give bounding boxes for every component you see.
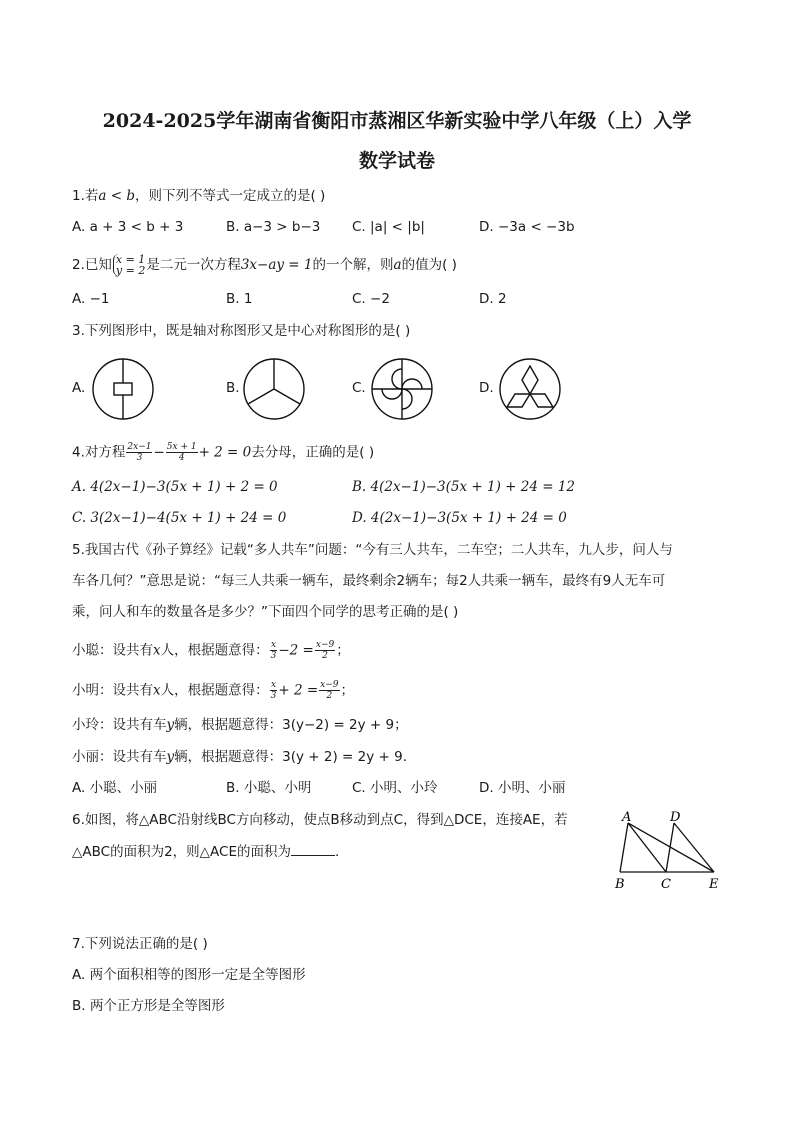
q5-option-b: B. 小聪、小明	[226, 780, 312, 796]
q4-option-b: B. 4(2x−1)−3(5x + 1) + 24 = 12	[352, 479, 575, 495]
exam-title-line1: 2024-2025学年湖南省衡阳市蒸湘区华新实验中学八年级（上）入学	[102, 110, 692, 132]
q5-s2-fraction-1	[270, 680, 278, 701]
q5-s4-text-a: 小丽：设共有车	[72, 749, 167, 765]
q5-s2-f2-den: 2	[326, 691, 333, 701]
q1-option-c: C. |a| < |b|	[352, 219, 425, 235]
q5-s2-fraction-2	[319, 680, 339, 701]
q7-option-a: A. 两个面积相等的图形一定是全等图形	[72, 967, 306, 983]
q5-s3-variable: y	[166, 717, 175, 733]
q1-stem-text-a: 1.若	[72, 188, 99, 204]
q6-stem-line2	[72, 843, 339, 861]
q4-fraction-2	[166, 442, 198, 463]
q4-option-d: D. 4(2x−1)−3(5x + 1) + 24 = 0	[352, 510, 567, 526]
q5-student-3	[72, 716, 408, 734]
q4-stem-text-b: 去分母，正确的是( )	[251, 444, 375, 461]
q5-s2-f1-num: x	[270, 680, 277, 690]
q5-student-4	[72, 748, 407, 766]
q1-stem	[72, 187, 325, 205]
q3-stem: 3.下列图形中，既是轴对称图形又是中心对称图形的是( )	[72, 323, 411, 339]
q6-stem-line1: 6.如图，将△ABC沿射线BC方向移动，使点B移动到点C，得到△DCE，连接AE，若	[72, 812, 568, 828]
q5-s1-mid: −2 =	[278, 642, 314, 659]
q3-figure-d	[495, 354, 565, 424]
q1-stem-text-b: ，则下列不等式一定成立的是( )	[134, 188, 326, 204]
q5-s1-f2-num: x−9	[315, 640, 335, 650]
q5-stem-line2: 车各几何？”意思是说：“每三人共乘一辆车，最终剩余2辆车；每2人共乘一辆车，最终有9人无车可	[72, 573, 666, 589]
q5-s1-variable: x	[153, 642, 161, 659]
q7-option-b: B. 两个正方形是全等图形	[72, 998, 225, 1014]
q2-stem	[72, 254, 457, 276]
q2-stem-text-c: 的一个解，则	[312, 257, 394, 273]
q2-system-line1: x = 1	[115, 253, 146, 266]
q5-s1-f1-den: 3	[270, 651, 277, 661]
q3-option-c-label: C.	[352, 380, 366, 396]
q5-s1-end: ；	[336, 642, 350, 659]
q2-stem-text-b: 是二元一次方程	[146, 257, 241, 273]
q4-stem-text-a: 4.对方程	[72, 444, 126, 461]
q5-student-1	[72, 640, 350, 661]
q5-option-c: C. 小明、小玲	[352, 780, 438, 796]
q3-figure-b	[239, 354, 309, 424]
q5-option-d: D. 小明、小丽	[479, 780, 566, 796]
q3-figure-a	[88, 354, 158, 424]
q6-triangle-figure	[606, 808, 726, 892]
q4-stem	[72, 442, 374, 463]
q5-s3-text-b: 辆，根据题意得：3(y−2) = 2y + 9；	[174, 717, 408, 733]
q6-label-e: E	[709, 877, 719, 892]
q4-fraction-1-denominator: 3	[136, 453, 143, 463]
q3-option-b-label: B.	[226, 380, 240, 396]
q4-fraction-1	[126, 442, 152, 463]
q3-option-d-label: D.	[479, 380, 494, 396]
q5-s3-text-a: 小玲：设共有车	[72, 717, 167, 733]
q1-stem-math: a < b	[98, 188, 135, 204]
q5-s2-mid: + 2 =	[278, 682, 319, 699]
q5-s4-text-b: 辆，根据题意得：3(y + 2) = 2y + 9.	[174, 749, 407, 765]
q2-option-d: D. 2	[479, 291, 507, 307]
q6-label-b: B	[615, 877, 625, 892]
q5-s1-text-a: 小聪：设共有	[72, 642, 153, 659]
q5-s2-f1-den: 3	[270, 691, 277, 701]
q3-option-a-label: A.	[72, 380, 86, 396]
q5-s1-fraction-1	[270, 640, 278, 661]
q6-stem-line2-end: .	[335, 844, 340, 860]
q4-minus-sign: −	[153, 444, 165, 461]
q5-s1-f1-num: x	[270, 640, 277, 650]
q4-fraction-2-numerator: 5x + 1	[166, 442, 197, 452]
q2-option-c: C. −2	[352, 291, 390, 307]
q1-option-b: B. a−3 > b−3	[226, 219, 321, 235]
q5-s4-variable: y	[166, 749, 175, 765]
q5-stem-line3: 乘，问人和车的数量各是多少？”下面四个同学的思考正确的是( )	[72, 604, 459, 620]
q5-option-a: A. 小聪、小丽	[72, 780, 158, 796]
q6-stem-line2-text: △ABC的面积为2，则△ACE的面积为	[72, 844, 291, 860]
q4-equation-tail: + 2 = 0	[198, 444, 252, 461]
q6-label-c: C	[661, 877, 671, 892]
q5-stem-line1: 5.我国古代《孙子算经》记载“多人共车”问题：“今有三人共车，二车空；二人共车，九人步，问人与	[72, 542, 673, 558]
q2-equation: 3x−ay = 1	[240, 257, 313, 273]
q5-s2-end: ；	[340, 682, 354, 699]
q1-option-d: D. −3a < −3b	[479, 219, 575, 235]
exam-title-line2: 数学试卷	[358, 150, 435, 172]
q5-s2-text-a: 小明：设共有	[72, 682, 153, 699]
q4-fraction-1-numerator: 2x−1	[127, 442, 152, 452]
q2-system-line2: y = 2	[115, 264, 146, 277]
q4-option-a: A. 4(2x−1)−3(5x + 1) + 2 = 0	[72, 479, 278, 495]
q3-figure-c	[367, 354, 437, 424]
q4-option-c: C. 3(2x−1)−4(5x + 1) + 24 = 0	[72, 510, 287, 526]
q5-s1-f2-den: 2	[322, 651, 328, 661]
q5-s2-f2-num: x−9	[320, 680, 339, 690]
q1-option-a: A. a + 3 < b + 3	[72, 219, 184, 235]
q7-stem: 7.下列说法正确的是( )	[72, 936, 208, 952]
q2-option-b: B. 1	[226, 291, 253, 307]
q2-variable: a	[393, 257, 402, 273]
q5-s2-variable: x	[153, 682, 161, 699]
q2-stem-text-d: 的值为( )	[401, 257, 457, 273]
q4-fraction-2-denominator: 4	[178, 453, 185, 463]
q6-answer-blank[interactable]	[291, 843, 335, 856]
q6-label-d: D	[670, 810, 681, 825]
q6-label-a: A	[622, 810, 632, 825]
q2-stem-text-a: 2.已知	[72, 257, 112, 273]
q2-option-a: A. −1	[72, 291, 110, 307]
q5-s1-fraction-2	[315, 640, 335, 661]
q5-s1-text-b: 人，根据题意得：	[160, 642, 269, 659]
q2-equation-system	[113, 254, 145, 276]
q5-s2-text-b: 人，根据题意得：	[160, 682, 269, 699]
q5-student-2	[72, 680, 354, 701]
